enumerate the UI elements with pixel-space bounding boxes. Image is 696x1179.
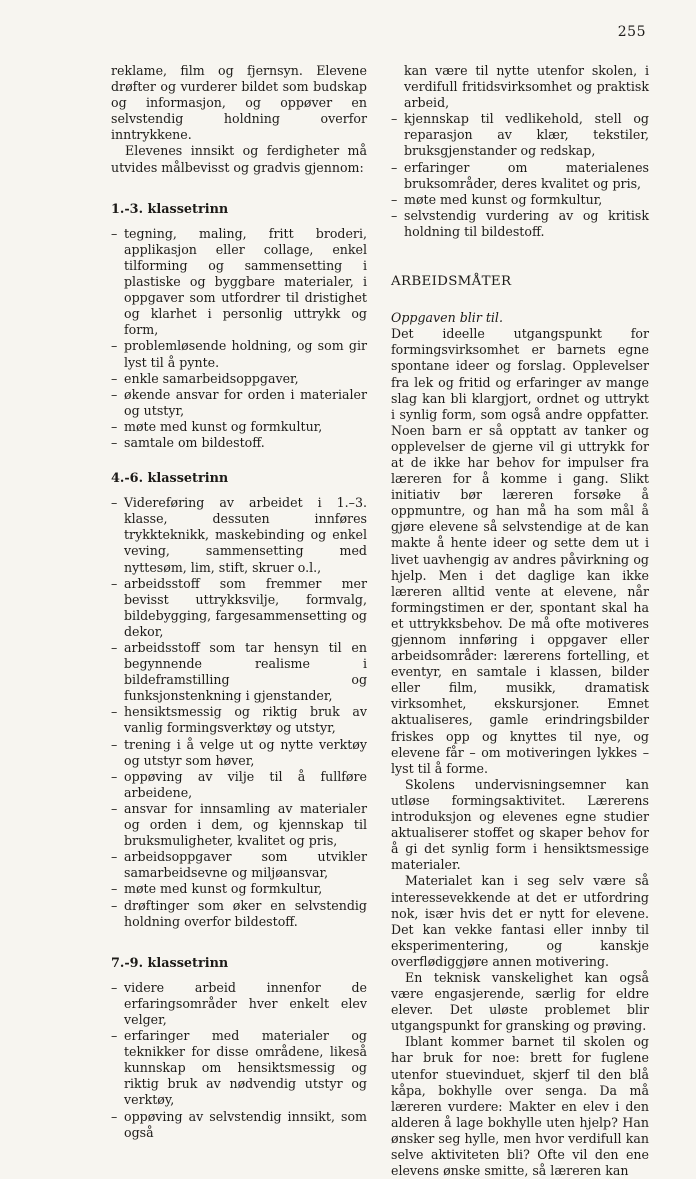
section-heading-7-9: 7.-9. klassetrinn [111,955,229,971]
list-item: – møte med kunst og formkultur, [111,419,367,435]
list-item: – oppøving av selvstendig innsikt, som også [111,1109,367,1141]
section-heading-4-6: 4.-6. klassetrinn [111,471,229,487]
list-item: – økende ansvar for orden i materialer og utstyr, [111,387,367,419]
subheading: Oppgaven blir til. [391,310,503,326]
list-item: – arbeidsoppgaver som utvikler samarbeidsevne og miljøansvar, [111,849,367,881]
list-item: – ansvar for innsamling av materialer og orden i dem, og kjennskap til bruksmuligheter, kvalitet og pris, [111,801,367,849]
intro-paragraph: reklame, film og fjernsyn. Elevene drøfter og vurderer bildet som budskap og informasjon, og oppøver en selvstendig holdning overfor inntrykkene. [111,63,367,143]
list-item: – Videreføring av arbeidet i 1.–3. klasse, dessuten innføres trykkteknikk, maskebinding og enkel veving, sammensetting med nyttesøm, lim, stift, skruer o.l., [111,495,367,575]
list-item: – samtale om bildestoff. [111,435,367,451]
list-continuation: kan være til nytte utenfor skolen, i verdifull fritidsvirksomhet og praktisk arbeid, [404,63,649,111]
body-paragraph: Det ideelle utgangspunkt for formingsvirksomhet er barnets egne spontane ideer og forslag. Opplevelser fra lek og fritid og erfaringer av mange slag kan bli klargjort, ordnet og uttrykt i synlig form, som også andre oppfatter. Noen barn er så opptatt av tanker og opplevelser de gjerne vil gi uttrykk for at de ikke har behov for impulser fra læreren for å komme i gang. Slikt initiativ bør læreren forsøke å oppmuntre, og han må ha som mål å gjøre elevene så selvstendige at de kan makte å hente ideer og sette dem ut i livet uavhengig av andres påvirkning og hjelp. Men i det daglige kan ikke læreren alltid vente at elevene, når formingstimen er der, spontant skal ha et uttrykksbehov. De må ofte motiveres gjennom innføring i oppgaver eller arbeidsområder: lærerens fortelling, et eventyr, en samtale i klassen, bilder eller film, musikk, dramatisk virksomhet, ekskursjoner. Emnet aktualiseres, gamle erindringsbilder friskes opp og knyttes til nye, og elevene får – om motiveringen lykkes – lyst til å forme. [391,326,649,776]
list-item: – erfaringer med materialer og teknikker for disse områdene, likeså kunnskap om hensiktsmessig og riktig bruk av nødvendig utstyr og verktøy, [111,1028,367,1108]
list-item: – drøftinger som øker en selvstendig holdning overfor bildestoff. [111,898,367,930]
list-item: – trening i å velge ut og nytte verktøy og utstyr som høver, [111,737,367,769]
body-paragraph: Materialet kan i seg selv være så interessevekkende at det er utfordring nok, især hvis det er nytt for elevene. Det kan vekke fantasi eller innby til eksperimentering, og kanskje overflødiggjøre annen motivering. [391,873,649,969]
left-column [111,63,367,1141]
list-4-6 [111,495,367,930]
body-paragraph: Iblant kommer barnet til skolen og har bruk for noe: brett for fuglene utenfor stuevinduet, skjerf til den blå kåpa, bokhylle over senga. Da må læreren vurdere: Makter en elev i den alderen å lage bokhylle uten hjelp? Han ønsker seg hylle, men hvor verdifull kan selve aktiviteten bli? Ofte vil den ene elevens ønske smitte, så læreren kan [391,1034,649,1179]
right-column [391,63,649,1179]
list-item: – hensiktsmessig og riktig bruk av vanlig formingsverktøy og utstyr, [111,704,367,736]
list-item: – arbeidsstoff som fremmer mer bevisst uttrykksvilje, formvalg, bildebygging, fargesammensetting og dekor, [111,576,367,640]
list-item: – enkle samarbeidsoppgaver, [111,371,367,387]
intro-paragraph: Elevenes innsikt og ferdigheter må utvides målbevisst og gradvis gjennom: [111,143,367,175]
page-number: 255 [617,24,646,40]
list-item: – erfaringer om materialenes bruksområder, deres kvalitet og pris, [391,160,649,192]
list-item: – kjennskap til vedlikehold, stell og reparasjon av klær, tekstiler, bruksgjenstander og redskap, [391,111,649,159]
section-title: ARBEIDSMÅTER [391,274,512,290]
list-7-9-continued [391,111,649,240]
list-item: – møte med kunst og formkultur, [391,192,649,208]
list-item: – tegning, maling, fritt broderi, applikasjon eller collage, enkel tilforming og sammensetting i plastiske og byggbare materialer, i oppgaver som utfordrer til dristighet og klarhet i personlig uttrykk og form, [111,226,367,339]
list-item: – selvstendig vurdering av og kritisk holdning til bildestoff. [391,208,649,240]
list-item: – arbeidsstoff som tar hensyn til en begynnende realisme i bildeframstilling og funksjonstenkning i gjenstander, [111,640,367,704]
list-1-3 [111,226,367,451]
section-heading-1-3: 1.-3. klassetrinn [111,201,229,217]
list-item: – problemløsende holdning, og som gir lyst til å pynte. [111,338,367,370]
list-7-9 [111,980,367,1141]
body-paragraph: En teknisk vanskelighet kan også være engasjerende, særlig for eldre elever. Det uløste problemet blir utgangspunkt for gransking og prøving. [391,969,649,1034]
list-item: – oppøving av vilje til å fullføre arbeidene, [111,769,367,801]
list-item: – videre arbeid innenfor de erfaringsområder hver enkelt elev velger, [111,980,367,1028]
body-paragraph: Skolens undervisningsemner kan utløse formingsaktivitet. Lærerens introduksjon og elevenes egne studier aktualiserer stoffet og skaper behov for å gi det synlig form i hensiktsmessige materialer. [391,776,649,873]
list-item: – møte med kunst og formkultur, [111,881,367,897]
